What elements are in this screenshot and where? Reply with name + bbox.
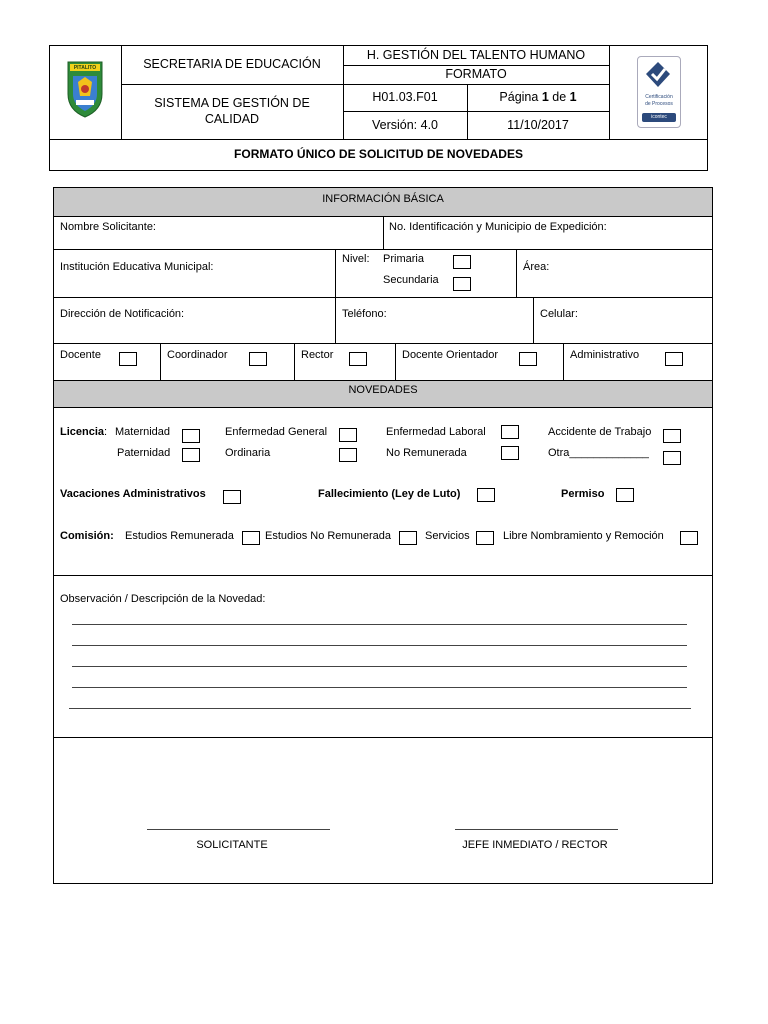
comision-label: Comisión: [60, 530, 114, 542]
no-remunerada-checkbox[interactable] [501, 446, 519, 460]
version-value: Versión: 4.0 [371, 118, 438, 132]
observacion-line[interactable] [72, 624, 687, 625]
paternidad-label: Paternidad [117, 447, 171, 459]
header-divider [49, 139, 708, 140]
rector-label: Rector [301, 349, 334, 361]
pagina-de: de [548, 90, 570, 104]
licencia-title: Licencia [60, 426, 105, 438]
observacion-line[interactable] [72, 645, 687, 646]
administrativo-label: Administrativo [570, 349, 640, 361]
secretaria-title: SECRETARIA DE EDUCACIÓN [143, 57, 321, 71]
cell-divider [160, 343, 161, 380]
rector-checkbox[interactable] [349, 352, 367, 366]
enfermedad-laboral-label: Enfermedad Laboral [386, 426, 486, 438]
servicios-checkbox[interactable] [476, 531, 494, 545]
institucion-label: Institución Educativa Municipal: [60, 261, 214, 273]
observacion-label: Observación / Descripción de la Novedad: [60, 593, 266, 605]
fallecimiento-checkbox[interactable] [477, 488, 495, 502]
cell-divider [563, 343, 564, 380]
codigo-value: H01.03.F01 [372, 90, 438, 104]
row-divider [53, 343, 713, 344]
header-divider [121, 84, 609, 85]
docente-orientador-label: Docente Orientador [402, 349, 498, 361]
formato-label: FORMATO [445, 67, 507, 81]
sistema-title: SISTEMA DE GESTIÓN DE CALIDAD [154, 96, 310, 126]
fecha-value: 11/10/2017 [507, 118, 569, 132]
nivel-label: Nivel: [342, 253, 370, 265]
firma-jefe-line[interactable] [455, 829, 618, 830]
secundaria-checkbox[interactable] [453, 277, 471, 291]
row-divider [53, 407, 713, 408]
estudios-no-rem-label: Estudios No Remunerada [265, 530, 391, 542]
form-title: FORMATO ÚNICO DE SOLICITUD DE NOVEDADES [234, 147, 523, 161]
pagina-value [467, 90, 609, 104]
pagina-num: 1 [541, 90, 549, 104]
row-divider [53, 249, 713, 250]
observacion-line[interactable] [72, 687, 687, 688]
gestion-title: H. GESTIÓN DEL TALENTO HUMANO [366, 48, 586, 62]
row-divider [53, 575, 713, 576]
pagina-total: 1 [569, 90, 577, 104]
vacaciones-checkbox[interactable] [223, 490, 241, 504]
enfermedad-general-label: Enfermedad General [225, 426, 328, 438]
vacaciones-label: Vacaciones Administrativos [60, 488, 206, 500]
ordinaria-checkbox[interactable] [339, 448, 357, 462]
cert-line1: Certificación [645, 94, 673, 100]
header-divider [609, 45, 610, 139]
pagina-prefix: Página [499, 90, 542, 104]
accidente-label: Accidente de Trabajo [548, 426, 652, 438]
otra-label: Otra_____________ [548, 447, 649, 459]
administrativo-checkbox[interactable] [665, 352, 683, 366]
observacion-line[interactable] [72, 666, 687, 667]
fallecimiento-label: Fallecimiento (Ley de Luto) [318, 488, 461, 500]
icontec-certification-logo [637, 56, 681, 128]
accidente-checkbox[interactable] [663, 429, 681, 443]
telefono-label: Teléfono: [342, 308, 387, 320]
cell-divider [516, 249, 517, 297]
primaria-label: Primaria [383, 253, 424, 265]
permiso-checkbox[interactable] [616, 488, 634, 502]
nombre-label: Nombre Solicitante: [60, 221, 156, 233]
servicios-label: Servicios [425, 530, 470, 542]
header-divider [343, 65, 609, 66]
cert-brand: icontec [642, 113, 676, 122]
observacion-line[interactable] [69, 708, 691, 709]
solicitante-label: SOLICITANTE [196, 839, 268, 851]
cell-divider [335, 249, 336, 297]
firma-solicitante-line[interactable] [147, 829, 330, 830]
ordinaria-label: Ordinaria [225, 447, 271, 459]
primaria-checkbox[interactable] [453, 255, 471, 269]
coordinador-checkbox[interactable] [249, 352, 267, 366]
permiso-label: Permiso [561, 488, 605, 500]
docente-orientador-checkbox[interactable] [519, 352, 537, 366]
basic-section-title: INFORMACIÓN BÁSICA [322, 193, 444, 205]
licencia-label [60, 426, 107, 438]
docente-label: Docente [60, 349, 101, 361]
identificacion-label: No. Identificación y Municipio de Expedición: [389, 221, 607, 233]
municipal-shield-logo [66, 60, 104, 118]
docente-checkbox[interactable] [119, 352, 137, 366]
otra-checkbox[interactable] [663, 451, 681, 465]
maternidad-label: Maternidad [115, 426, 171, 438]
estudios-no-rem-checkbox[interactable] [399, 531, 417, 545]
cell-divider [335, 297, 336, 343]
header-divider [343, 111, 609, 112]
row-divider [53, 297, 713, 298]
novedades-section-title: NOVEDADES [348, 384, 418, 396]
libre-checkbox[interactable] [680, 531, 698, 545]
logo-left-text: PITALITO [73, 65, 97, 71]
cell-divider [383, 216, 384, 249]
celular-label: Celular: [540, 308, 578, 320]
enfermedad-laboral-checkbox[interactable] [501, 425, 519, 439]
cell-divider [395, 343, 396, 380]
enfermedad-general-checkbox[interactable] [339, 428, 357, 442]
direccion-label: Dirección de Notificación: [60, 308, 185, 320]
estudios-rem-checkbox[interactable] [242, 531, 260, 545]
maternidad-checkbox[interactable] [182, 429, 200, 443]
cert-line2: de Procesos [645, 101, 673, 107]
paternidad-checkbox[interactable] [182, 448, 200, 462]
area-label: Área: [523, 261, 550, 273]
libre-label: Libre Nombramiento y Remoción [503, 530, 664, 542]
licencia-colon: : [104, 426, 108, 438]
row-divider [53, 737, 713, 738]
jefe-label: JEFE INMEDIATO / RECTOR [462, 839, 608, 851]
secundaria-label: Secundaria [383, 274, 439, 286]
cell-divider [533, 297, 534, 343]
no-remunerada-label: No Remunerada [386, 447, 467, 459]
estudios-rem-label: Estudios Remunerada [125, 530, 234, 542]
coordinador-label: Coordinador [167, 349, 228, 361]
cell-divider [294, 343, 295, 380]
